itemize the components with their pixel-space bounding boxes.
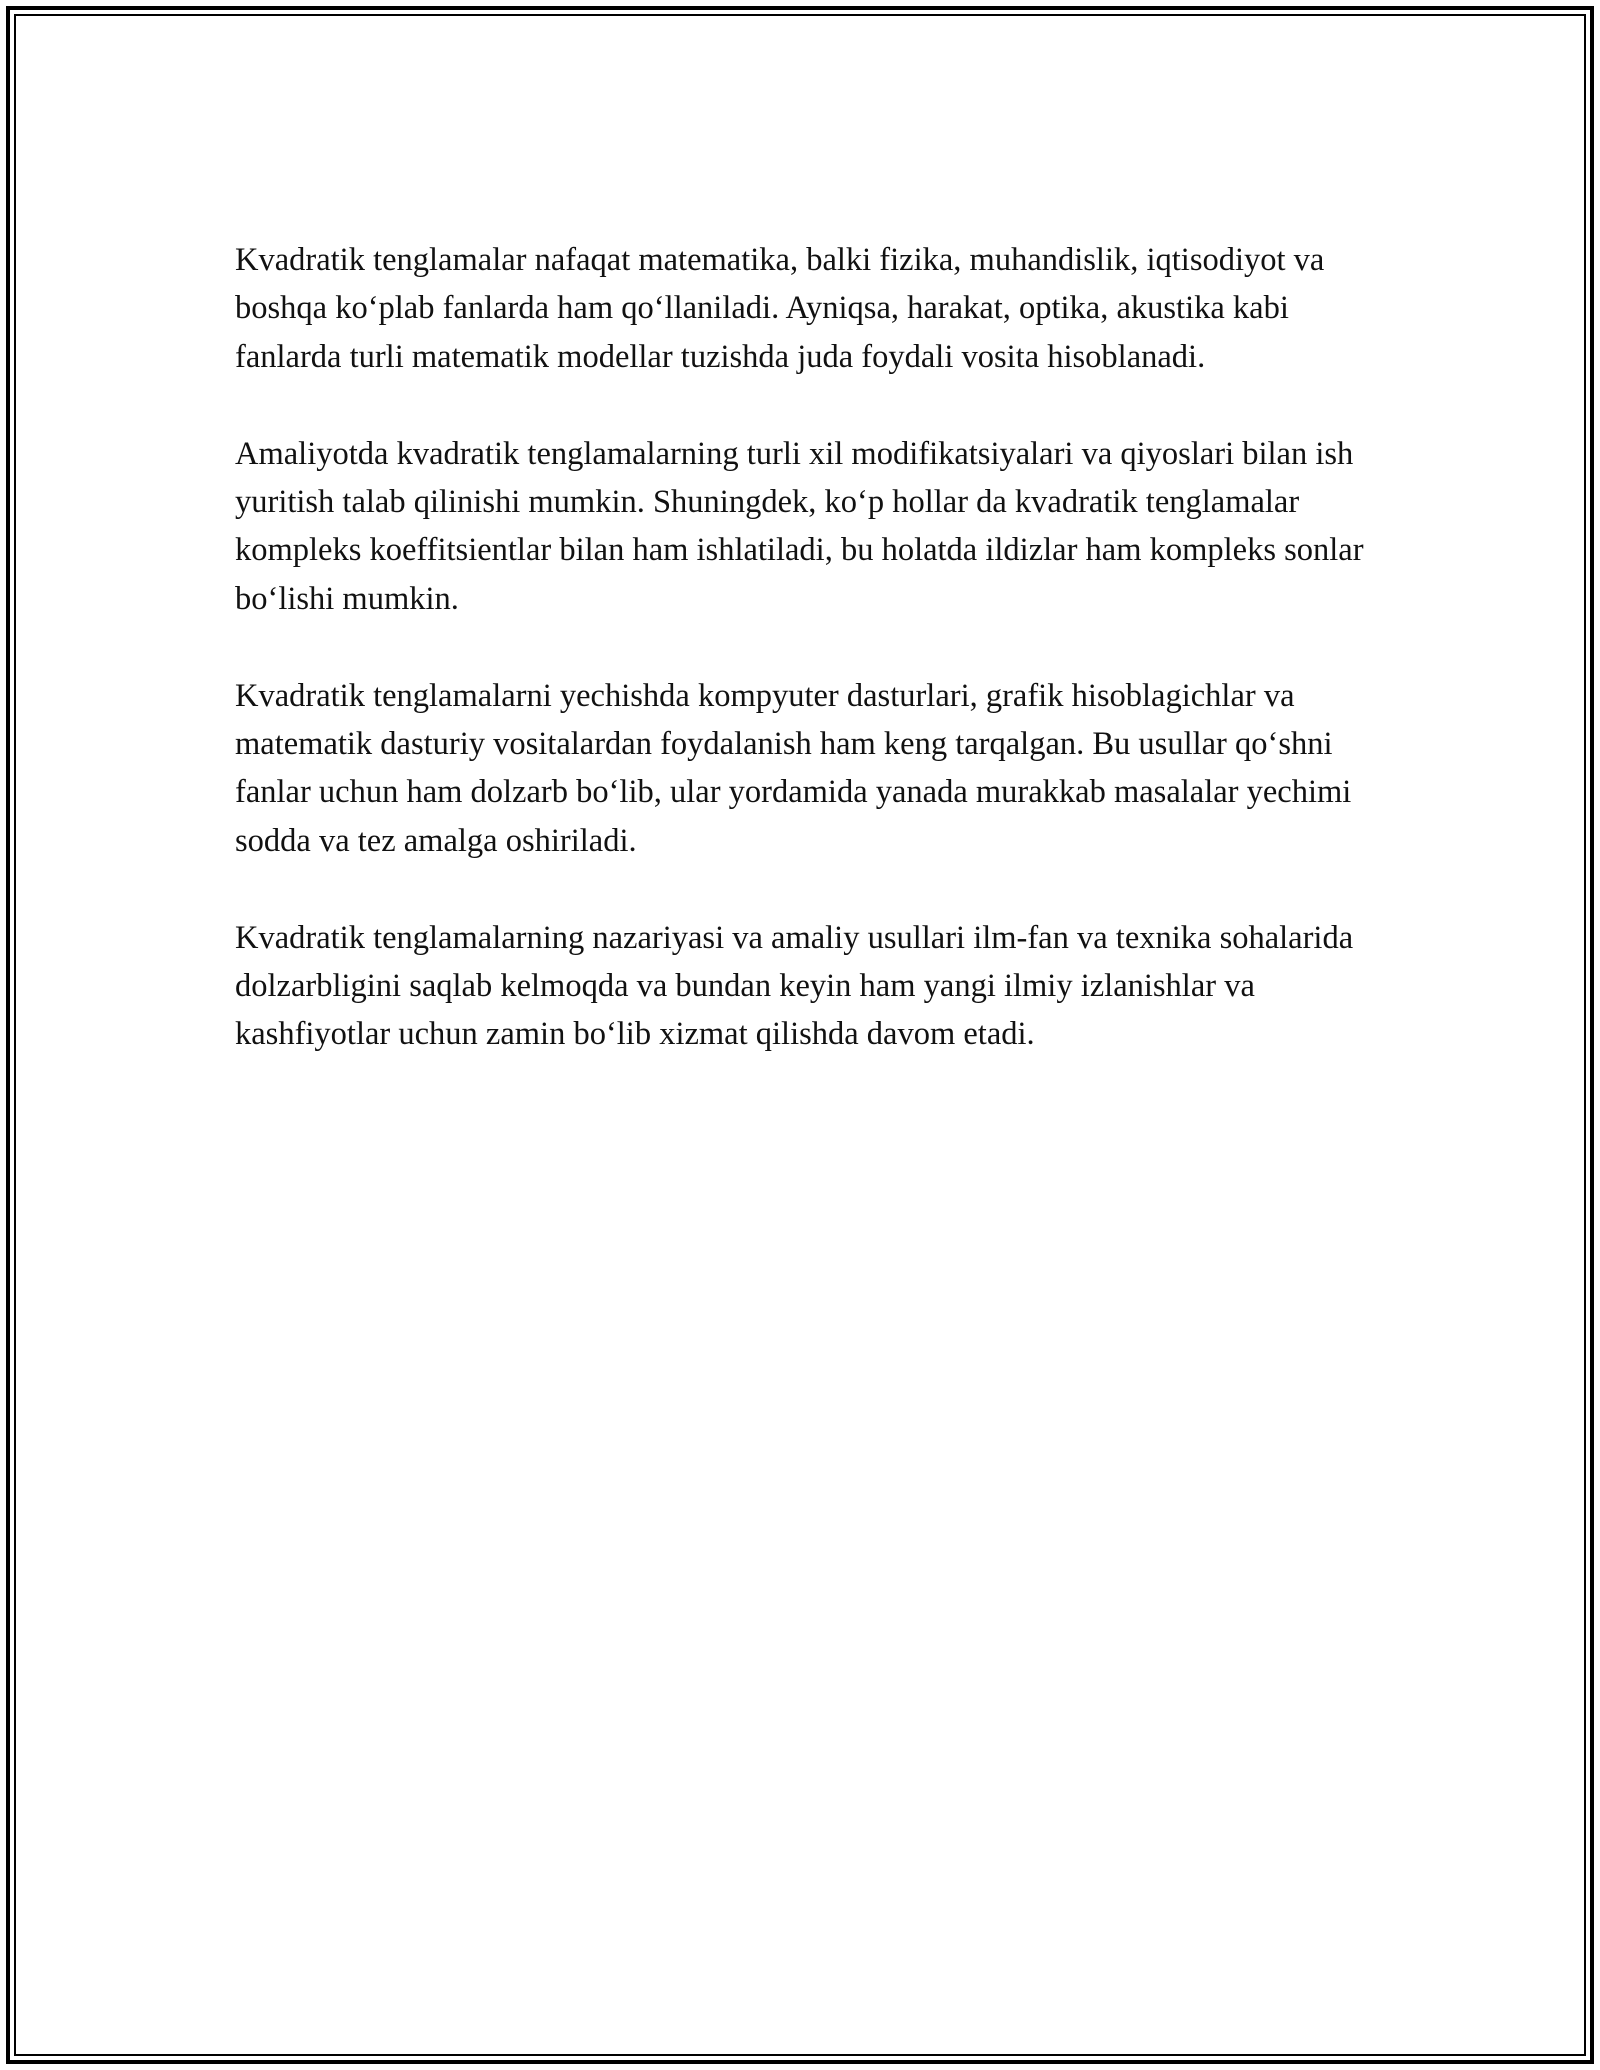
paragraph-2: Amaliyotda kvadratik tenglamalarning turli xil modifikatsiyalari va qiyoslari bilan ish yuritish talab qilinishi mumkin. Shuningdek, ko‘p hollar da kvadratik tenglamalar kompleks koeffitsientlar bilan ham ishlatiladi, bu holatda ildizlar ham kompleks sonlar bo‘lishi mumkin. <box>235 435 1364 617</box>
document-body <box>235 236 1375 1107</box>
paragraph-1: Kvadratik tenglamalar nafaqat matematika, balki fizika, muhandislik, iqtisodiyot va boshqa ko‘plab fanlarda ham qo‘llaniladi. Ayniqsa, harakat, optika, akustika kabi fanlarda turli matematik modellar tuzishda juda foydali vosita hisoblanadi. <box>235 242 1325 375</box>
paragraph-3: Kvadratik tenglamalarni yechishda kompyuter dasturlari, grafik hisoblagichlar va matematik dasturiy vositalardan foydalanish ham keng tarqalgan. Bu usullar qo‘shni fanlar uchun ham dolzarb bo‘lib, ular yordamida yanada murakkab masalalar yechimi sodda va tez amalga oshiriladi. <box>235 677 1352 859</box>
paragraph-4: Kvadratik tenglamalarning nazariyasi va amaliy usullari ilm-fan va texnika sohalarida dolzarbligini saqlab kelmoqda va bundan keyin ham yangi ilmiy izlanishlar va kashfiyotlar uchun zamin bo‘lib xizmat qilishda davom etadi. <box>235 919 1354 1053</box>
